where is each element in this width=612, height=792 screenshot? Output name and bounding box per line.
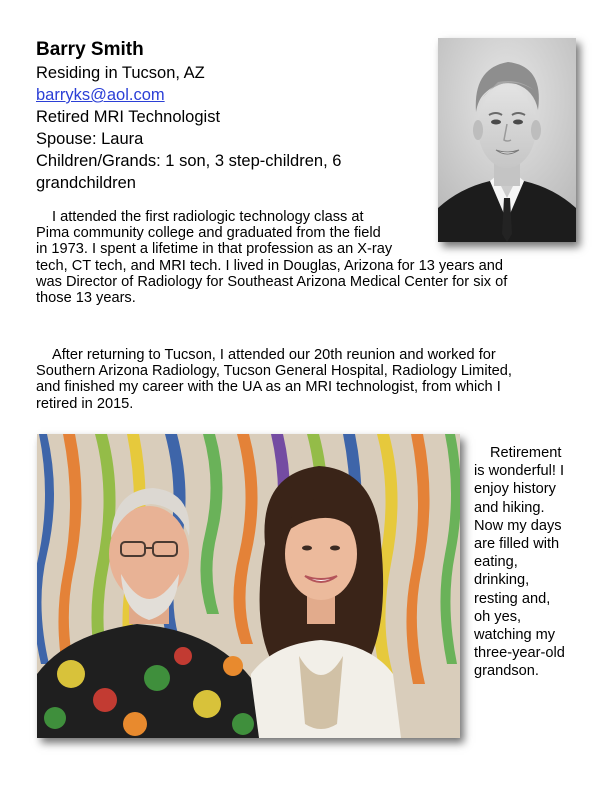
person-name: Barry Smith — [36, 39, 144, 60]
profile-header — [36, 38, 426, 194]
email-link[interactable]: barryks@aol.com — [36, 86, 165, 104]
children-grands: Children/Grands: 1 son, 3 step-children, 6 grandchildren — [36, 152, 342, 192]
occupation: Retired MRI Technologist — [36, 108, 221, 126]
career-paragraph-2: After returning to Tucson, I attended our 20th reunion and worked for Southern Arizona Radiology, Tucson General Hospital, Radiology Limited, and finished my career with the UA as an MRI technologist, from which I retired in 2015. — [36, 347, 512, 412]
retirement-paragraph: Retirement is wonderful! I enjoy history and hiking. Now my days are filled with eating, drinking, resting and, oh yes, watching my three-year-old grandson. — [474, 445, 565, 680]
couple-photo — [37, 434, 460, 738]
career-paragraph-1: I attended the first radiologic technology class at Pima community college and graduated from the field in 1973. I spent a lifetime in that profession as an X-ray tech, CT tech, and MRI tech. I lived in Douglas, Arizona for 13 years and was Director of Radiology for Southeast Arizona Medical Center for six of those 13 years. — [36, 209, 508, 307]
spouse: Spouse: Laura — [36, 130, 144, 148]
residence: Residing in Tucson, AZ — [36, 64, 205, 82]
